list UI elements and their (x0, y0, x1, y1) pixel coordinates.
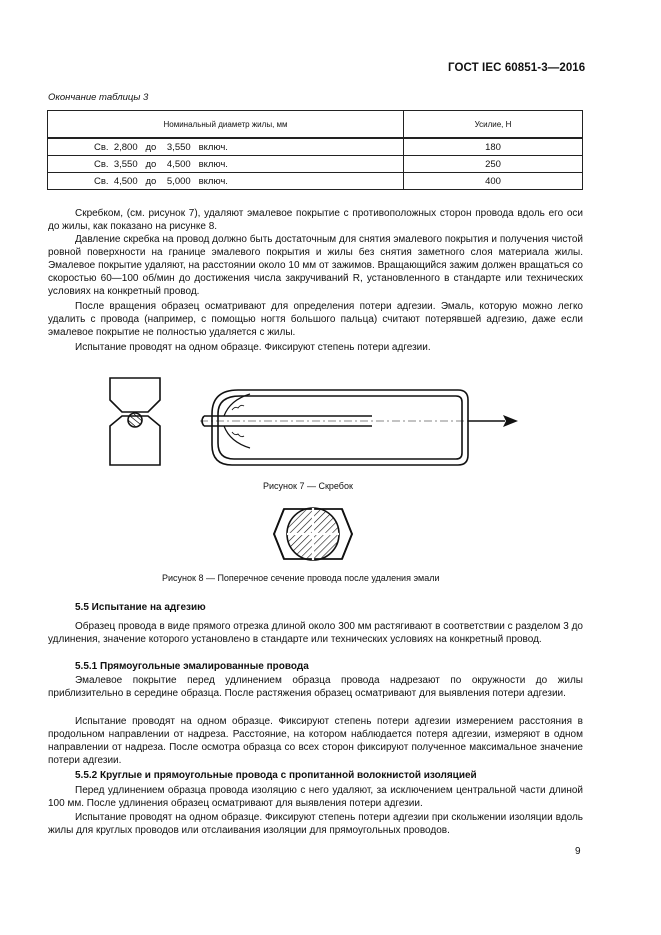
figure-7-caption: Рисунок 7 — Скребок (263, 481, 353, 491)
column-header-force: Усилие, Н (404, 111, 583, 139)
section-5-5-title: 5.5 Испытание на адгезию (75, 602, 206, 613)
paragraph-pressure (48, 233, 583, 298)
table-cell-force: 250 (404, 156, 583, 173)
paragraph-text: Образец провода в виде прямого отрезка длиной около 300 мм растягивают в соответствии с разделом 3 до удлинения, значение которого установлено в стандарте или технических условиях на конкретный провод. (48, 621, 583, 645)
document-code: ГОСТ IEC 60851-3—2016 (448, 62, 586, 74)
force-table (47, 110, 583, 190)
figure-8-caption: Рисунок 8 — Поперечное сечение провода после удаления эмали (162, 573, 440, 583)
section-5-5-text (48, 620, 583, 646)
figure-7-scraper-diagram (100, 370, 530, 475)
table-cell-force: 180 (404, 138, 583, 156)
table-cell-force: 400 (404, 173, 583, 190)
table-header-row (48, 111, 583, 139)
table-cell-range: Св. 2,800 до 3,550 включ. (48, 138, 404, 156)
section-5-5-1-p2 (48, 715, 583, 767)
table-cell-range: Св. 4,500 до 5,000 включ. (48, 173, 404, 190)
paragraph-text: Испытание проводят на одном образце. Фиксируют степень потери адгезии измерением расстояния в продольном направлении от надреза. Расстояние, на котором наблюдается потеря адгезии, измеряют в одном направлении от надреза. После осмотра образца со всех сторон фиксируют полученное максимальное значение потери адгезии. (48, 716, 583, 766)
page-number: 9 (575, 846, 581, 857)
table-cell-range: Св. 3,550 до 4,500 включ. (48, 156, 404, 173)
table-row (48, 173, 583, 190)
section-5-5-2-title: 5.5.2 Круглые и прямоугольные провода с пропитанной волокнистой изоляцией (75, 770, 477, 781)
section-5-5-1-title: 5.5.1 Прямоугольные эмалированные провода (75, 661, 309, 672)
section-5-5-2-p2 (48, 811, 583, 837)
table-row (48, 156, 583, 173)
table-row (48, 138, 583, 156)
paragraph-test-single (48, 341, 583, 354)
paragraph-text: Испытание проводят на одном образце. Фиксируют степень потери адгезии. (75, 342, 431, 353)
paragraph-scraper (48, 207, 583, 233)
figure-8-cross-section-diagram (270, 503, 356, 565)
table-caption: Окончание таблицы 3 (48, 92, 149, 103)
column-header-diameter: Номинальный диаметр жилы, мм (48, 111, 404, 139)
paragraph-text: После вращения образец осматривают для определения потери адгезии. Эмаль, которую можно легко удалить с провода (например, с помощью ногтя большого пальца) считают потерявшей адгезию, даже если эмалевое покрытие не полностью удаляется с жилы. (48, 301, 583, 338)
section-5-5-2-p1 (48, 784, 583, 810)
paragraph-text: Перед удлинением образца провода изоляцию с него удаляют, за исключением центральной части длиной 100 мм. После удлинения образец осматривают для выявления потери адгезии. (48, 785, 583, 809)
section-5-5-1-p1 (48, 674, 583, 700)
paragraph-text: Скребком, (см. рисунок 7), удаляют эмалевое покрытие с противоположных сторон провода вдоль его оси до жилы, как показано на рисунке 8. (48, 208, 583, 232)
paragraph-text: Испытание проводят на одном образце. Фиксируют степень потери адгезии при скольжении изоляции вдоль жилы для круглых проводов или отслаивания изоляции для прямоугольных проводов. (48, 812, 583, 836)
paragraph-inspection (48, 300, 583, 339)
paragraph-text: Давление скребка на провод должно быть достаточным для снятия эмалевого покрытия и получения чистой ровной поверхности на границе эмалевого покрытия и жилы без снятия заметного слоя материала жилы. Эмалевое покрытие удаляют, на расстоянии около 10 мм от зажимов. Вращающийся зажим должен вращаться со скоростью 60—100 об/мин до достижения числа закручиваний R, установленного в стандарте или технических условиях на конкретный провод. (48, 234, 583, 297)
paragraph-text: Эмалевое покрытие перед удлинением образца провода надрезают по окружности до жилы приблизительно в середине образца. После растяжения образец осматривают для выявления потери адгезии. (48, 675, 583, 699)
